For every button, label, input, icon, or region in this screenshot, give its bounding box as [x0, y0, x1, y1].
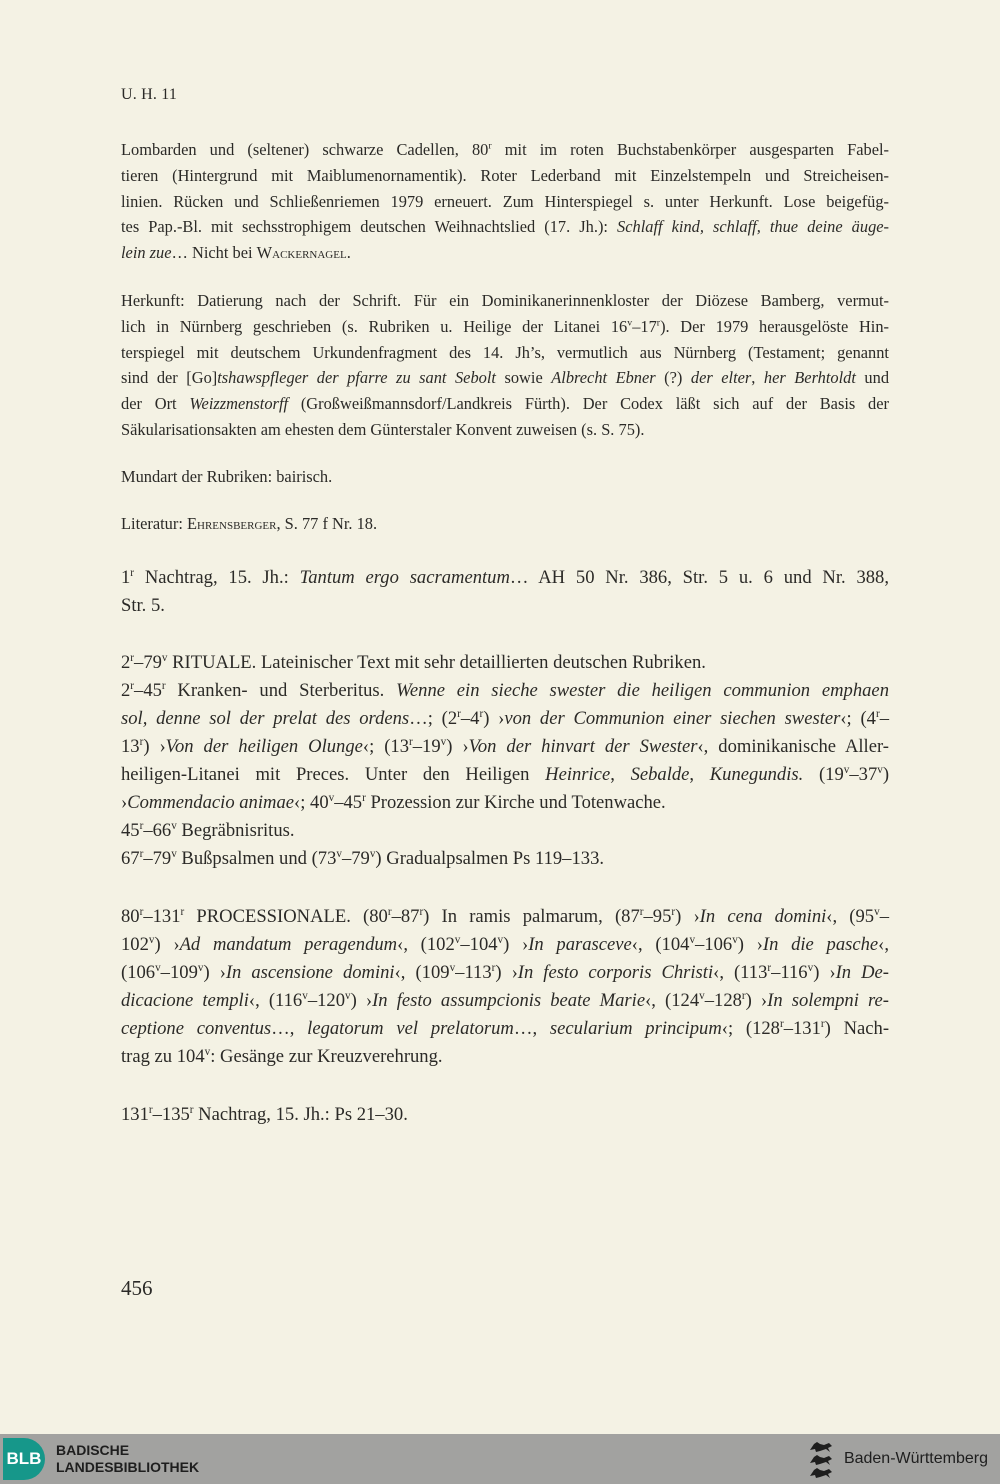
text-line	[121, 391, 889, 417]
text-segment: ‹, dominikanische Aller-	[697, 736, 889, 758]
italic-text: In parasceve	[528, 934, 632, 956]
italic-text: Weizzmenstorff	[189, 394, 289, 414]
text-segment: –113	[455, 962, 492, 984]
text-segment: ‹, (124	[645, 990, 700, 1012]
italic-text: Von der heiligen Olunge	[165, 736, 363, 758]
italic-text: secularium principum	[549, 1018, 722, 1040]
italic-text: Ad mandatum peragendum	[179, 934, 398, 956]
folio-superscript: v	[171, 820, 177, 833]
blb-logo[interactable]: BLB	[3, 1438, 45, 1480]
italic-text: In ascensione domini	[225, 962, 395, 984]
italic-text: Kunegundis.	[709, 764, 804, 786]
paragraph	[121, 564, 889, 620]
folio-superscript: v	[843, 764, 850, 777]
text-segment: –19	[412, 736, 441, 758]
text-segment: Begräbnisritus.	[176, 820, 295, 842]
text-line	[121, 677, 889, 705]
folio-superscript: v	[874, 906, 880, 919]
blb-name[interactable]	[56, 1442, 199, 1476]
folio-superscript: v	[161, 652, 168, 665]
text-segment: –104	[460, 934, 498, 956]
paragraph	[121, 903, 889, 1071]
folio-superscript: r	[741, 990, 746, 1003]
folio-superscript: r	[767, 962, 772, 975]
lions-coat-of-arms-icon	[808, 1440, 834, 1479]
text-segment: tieren (Hintergrund mit Maiblumenornamentik). Roter Lederband mit Einzelstempeln und Streicheisen-	[121, 165, 889, 185]
paragraph	[121, 817, 889, 845]
text-line	[121, 1015, 889, 1043]
folio-superscript: r	[779, 1018, 784, 1031]
text-segment: –4	[460, 708, 480, 730]
folio-superscript: r	[671, 906, 676, 919]
folio-superscript: r	[139, 820, 144, 833]
italic-text: von der Communion einer siechen swester	[504, 708, 841, 730]
italic-text: In cena domini	[699, 906, 827, 928]
text-segment: 2	[121, 652, 131, 674]
text-line	[121, 959, 889, 987]
italic-text: In De-	[835, 962, 889, 984]
text-segment: ‹,	[878, 934, 889, 956]
italic-text: tshawspfleger der pfarre zu sant Sebolt	[217, 368, 496, 388]
paragraph	[121, 1101, 889, 1129]
italic-text: Commendacio animae	[127, 792, 295, 814]
italic-text: sol, denne sol der prelat des ordens	[121, 708, 410, 730]
text-segment: (19	[803, 764, 844, 786]
text-segment: ›	[121, 792, 128, 814]
folio-superscript: r	[161, 680, 166, 693]
small-caps-name: Ehrensberger	[187, 513, 277, 533]
text-segment: sind der [Go]	[121, 368, 218, 388]
text-line	[121, 340, 889, 366]
folio-superscript: r	[488, 140, 492, 152]
paragraph	[121, 464, 889, 490]
text-line	[121, 903, 889, 931]
text-segment: ‹, (109	[394, 962, 450, 984]
folio-superscript: v	[345, 990, 351, 1003]
text-segment: 131	[121, 1104, 149, 1126]
text-line	[121, 564, 889, 592]
text-line	[121, 761, 889, 789]
folio-superscript: v	[449, 962, 456, 975]
footer-bar	[0, 1434, 1000, 1484]
baden-wuerttemberg-logo[interactable]	[808, 1439, 988, 1479]
text-segment: ) ›	[737, 934, 763, 956]
italic-text: Heinrice	[545, 764, 611, 786]
text-segment: tes Pap.-Bl. mit sechsstrophigem deutschen Weihnachtslied (17. Jh.):	[121, 217, 618, 237]
text-segment: ). Der 1979 herausgelöste Hin-	[660, 316, 889, 336]
text-line	[121, 417, 889, 443]
text-segment: –66	[143, 820, 172, 842]
text-line	[121, 987, 889, 1015]
text-line	[121, 1043, 889, 1071]
text-segment: und	[855, 368, 890, 388]
text-segment: ) ›	[203, 962, 226, 984]
folio-superscript: r	[409, 736, 413, 749]
folio-superscript: r	[820, 1018, 825, 1031]
text-segment: 102	[121, 934, 149, 956]
text-line	[121, 649, 889, 677]
text-line	[121, 705, 889, 733]
text-segment: der Ort	[121, 394, 190, 414]
state-name: Baden-Württemberg	[843, 1450, 988, 1467]
folio-superscript: v	[336, 848, 342, 861]
text-segment: –17	[632, 316, 657, 336]
text-segment: –135	[152, 1104, 190, 1126]
text-segment: –79	[341, 848, 370, 870]
text-segment: ‹, (95	[826, 906, 875, 928]
text-segment: 80	[121, 906, 140, 928]
paragraph	[121, 677, 889, 817]
blb-name-line1: BADISCHE	[56, 1442, 130, 1458]
folio-superscript: r	[875, 708, 880, 721]
text-segment: Literatur:	[121, 513, 187, 533]
text-segment: RITUALE. Lateinischer Text mit sehr detaillierten deutschen Rubriken.	[167, 652, 706, 674]
folio-superscript: v	[689, 934, 696, 947]
text-line	[121, 845, 889, 873]
italic-text: Tantum ergo sacramentum	[299, 567, 510, 589]
folio-superscript: r	[362, 792, 366, 805]
text-segment: Herkunft: Datierung nach der Schrift. Für ein Dominikanerinnenkloster der Diözese Bamberg, vermut-	[121, 290, 889, 310]
italic-text: dicacione templi	[121, 990, 249, 1012]
text-segment: 67	[121, 848, 140, 870]
text-line	[121, 733, 889, 761]
italic-text: Sebalde	[630, 764, 690, 786]
italic-text: der elter	[690, 368, 752, 388]
text-segment: ,	[689, 764, 710, 786]
text-segment: ‹; (128	[721, 1018, 780, 1040]
text-segment: –109	[160, 962, 198, 984]
text-segment: ) ›	[495, 962, 518, 984]
text-line	[121, 592, 889, 620]
text-segment: (?)	[655, 368, 691, 388]
text-segment: ‹; (13	[362, 736, 410, 758]
folio-superscript: r	[139, 906, 144, 919]
text-line	[121, 189, 889, 215]
folio-superscript: r	[130, 652, 135, 665]
folio-superscript: v	[877, 764, 883, 777]
italic-text: lein zue	[121, 243, 172, 263]
folio-superscript: v	[369, 848, 376, 861]
text-segment: –120	[307, 990, 345, 1012]
folio-superscript: v	[699, 990, 705, 1003]
text-line	[121, 288, 889, 314]
folio-superscript: v	[148, 934, 155, 947]
text-line	[121, 931, 889, 959]
text-segment: trag zu 104	[121, 1046, 205, 1068]
text-segment: –95	[643, 906, 672, 928]
folio-superscript: v	[454, 934, 461, 947]
text-segment: Säkularisationsakten am ehesten dem Günterstaler Konvent zuweisen (s. S. 75).	[121, 419, 645, 439]
folio-superscript: v	[440, 736, 447, 749]
text-line	[121, 163, 889, 189]
paragraph	[121, 511, 889, 537]
text-segment: Kranken- und Sterberitus.	[165, 680, 397, 702]
text-segment: , S. 77 f Nr. 18.	[276, 513, 378, 533]
text-line	[121, 464, 889, 490]
text-segment: ) ›	[813, 962, 836, 984]
text-segment: ) In ramis palmarum, (87	[423, 906, 640, 928]
italic-text: ceptione conventus	[121, 1018, 272, 1040]
folio-superscript: r	[387, 906, 392, 919]
text-segment: PROCESSIONALE. (80	[184, 906, 388, 928]
text-segment: )	[882, 764, 890, 786]
text-segment: Nachtrag, 15. Jh.: Ps 21–30.	[193, 1104, 408, 1126]
text-segment: ) ›	[143, 736, 166, 758]
text-line	[121, 240, 889, 266]
folio-superscript: v	[497, 934, 504, 947]
paragraph	[121, 288, 889, 443]
folio-superscript: v	[155, 962, 161, 975]
italic-text: her Berhtoldt	[763, 368, 856, 388]
text-segment: ,	[751, 368, 764, 388]
text-segment: ) ›	[350, 990, 373, 1012]
folio-superscript: r	[656, 317, 661, 329]
text-segment: lich in Nürnberg geschrieben (s. Rubriken u. Heilige der Litanei 16	[121, 316, 628, 336]
page-number: 456	[121, 1276, 153, 1300]
folio-superscript: r	[148, 1104, 153, 1117]
document-body	[121, 137, 889, 1129]
text-line	[121, 365, 889, 391]
text-segment: ) ›	[503, 934, 529, 956]
text-segment: ) ›	[675, 906, 700, 928]
text-segment: 13	[121, 736, 140, 758]
text-line	[121, 511, 889, 537]
text-segment: sowie	[495, 368, 552, 388]
folio-superscript: r	[639, 906, 644, 919]
text-segment: Prozession zur Kirche und Totenwache.	[365, 792, 666, 814]
text-segment: ‹, (116	[248, 990, 303, 1012]
text-segment: Lombarden und (seltener) schwarze Cadellen, 80	[121, 140, 489, 159]
text-segment: –45	[134, 680, 162, 702]
text-segment: ) ›	[745, 990, 768, 1012]
blb-name-line2: LANDESBIBLIOTHEK	[56, 1459, 200, 1475]
text-segment: …; (2	[409, 708, 458, 730]
folio-superscript: r	[130, 680, 135, 693]
text-line	[121, 214, 889, 240]
paragraph	[121, 137, 889, 266]
text-segment: … AH 50 Nr. 386, Str. 5 u. 6 und Nr. 388,	[509, 567, 889, 589]
folio-superscript: v	[328, 792, 335, 805]
text-segment: (Großweißmannsdorf/Landkreis Fürth). Der Codex läßt sich auf der Basis der	[288, 394, 889, 414]
text-segment: Bußpsalmen und (73	[176, 848, 337, 870]
text-segment: ) ›	[483, 708, 505, 730]
italic-text: Schlaff kind, schlaff, thue deine äuge-	[617, 217, 890, 237]
text-line	[121, 137, 889, 163]
running-head: U. H. 11	[121, 86, 178, 103]
text-segment: –128	[704, 990, 742, 1012]
text-segment: terspiegel mit deutschem Urkundenfragment des 14. Jh’s, vermutlich aus Nürnberg (Testament; genannt	[121, 342, 889, 362]
text-segment: 1	[121, 567, 131, 589]
text-segment: : Gesänge zur Kreuzverehrung.	[210, 1046, 443, 1068]
italic-text: Albrecht Ebner	[551, 368, 656, 388]
italic-text: Von der hinvart der Swester	[468, 736, 698, 758]
folio-superscript: r	[491, 962, 496, 975]
text-segment: –79	[134, 652, 162, 674]
folio-superscript: v	[732, 934, 738, 947]
text-segment: mit im roten Buchstabenkörper ausgesparten Fabel-	[491, 140, 889, 159]
text-segment: ‹, (104	[631, 934, 690, 956]
folio-superscript: r	[139, 848, 144, 861]
text-segment: –116	[771, 962, 808, 984]
text-segment: Str. 5.	[121, 595, 165, 617]
folio-superscript: r	[180, 906, 185, 919]
text-segment: 2	[121, 680, 131, 702]
text-segment: ) ›	[446, 736, 469, 758]
text-line	[121, 817, 889, 845]
text-segment: ) Gradualpsalmen Ps 119–133.	[375, 848, 605, 870]
text-segment: Mundart der Rubriken: bairisch.	[121, 466, 333, 486]
text-segment: (106	[121, 962, 156, 984]
italic-text: In solempni re-	[767, 990, 889, 1012]
text-segment: –	[879, 708, 889, 730]
folio-superscript: r	[139, 736, 144, 749]
text-segment: 45	[121, 820, 140, 842]
text-segment: –87	[391, 906, 420, 928]
text-segment: …,	[513, 1018, 550, 1040]
text-segment: –79	[143, 848, 172, 870]
italic-text: legatorum vel prelatorum	[307, 1018, 514, 1040]
text-segment: –45	[334, 792, 363, 814]
folio-superscript: r	[189, 1104, 194, 1117]
text-segment: ‹, (113	[713, 962, 768, 984]
text-segment: –131	[783, 1018, 821, 1040]
text-segment: ‹, (102	[397, 934, 455, 956]
folio-superscript: r	[479, 708, 484, 721]
folio-superscript: v	[171, 848, 177, 861]
text-line	[121, 789, 889, 817]
text-segment: ‹; 40	[294, 792, 329, 814]
text-segment: …,	[271, 1018, 308, 1040]
text-segment: … Nicht bei	[171, 243, 257, 263]
text-segment: ) Nach-	[824, 1018, 890, 1040]
text-line	[121, 1101, 889, 1129]
folio-superscript: v	[204, 1046, 211, 1059]
italic-text: In festo assumpcionis beate Marie	[372, 990, 646, 1012]
folio-superscript: v	[302, 990, 308, 1003]
text-segment: ‹; (4	[840, 708, 876, 730]
text-segment: ,	[610, 764, 631, 786]
text-segment: .	[346, 243, 351, 263]
paragraph	[121, 845, 889, 873]
text-segment: Nachtrag, 15. Jh.:	[134, 567, 300, 589]
text-segment: ) ›	[154, 934, 180, 956]
italic-text: In festo corporis Christi	[517, 962, 714, 984]
italic-text: In die pasche	[762, 934, 879, 956]
text-segment: linien. Rücken und Schließenriemen 1979 erneuert. Zum Hinterspiegel s. unter Herkunft. Lose beigefüg-	[121, 191, 889, 211]
folio-superscript: v	[627, 317, 633, 329]
text-segment: –106	[695, 934, 733, 956]
italic-text: Wenne ein sieche swester die heiligen communion emphaen	[396, 680, 889, 702]
text-segment: –131	[143, 906, 181, 928]
text-segment: –37	[849, 764, 878, 786]
folio-superscript: v	[197, 962, 204, 975]
text-segment: –	[879, 906, 889, 928]
small-caps-name: Wackernagel	[256, 243, 347, 263]
paragraph	[121, 649, 889, 677]
text-line	[121, 314, 889, 340]
folio-superscript: r	[130, 567, 135, 580]
folio-superscript: r	[419, 906, 424, 919]
folio-superscript: r	[457, 708, 461, 721]
text-segment: heiligen-Litanei mit Preces. Unter den Heiligen	[121, 764, 546, 786]
folio-superscript: v	[807, 962, 814, 975]
